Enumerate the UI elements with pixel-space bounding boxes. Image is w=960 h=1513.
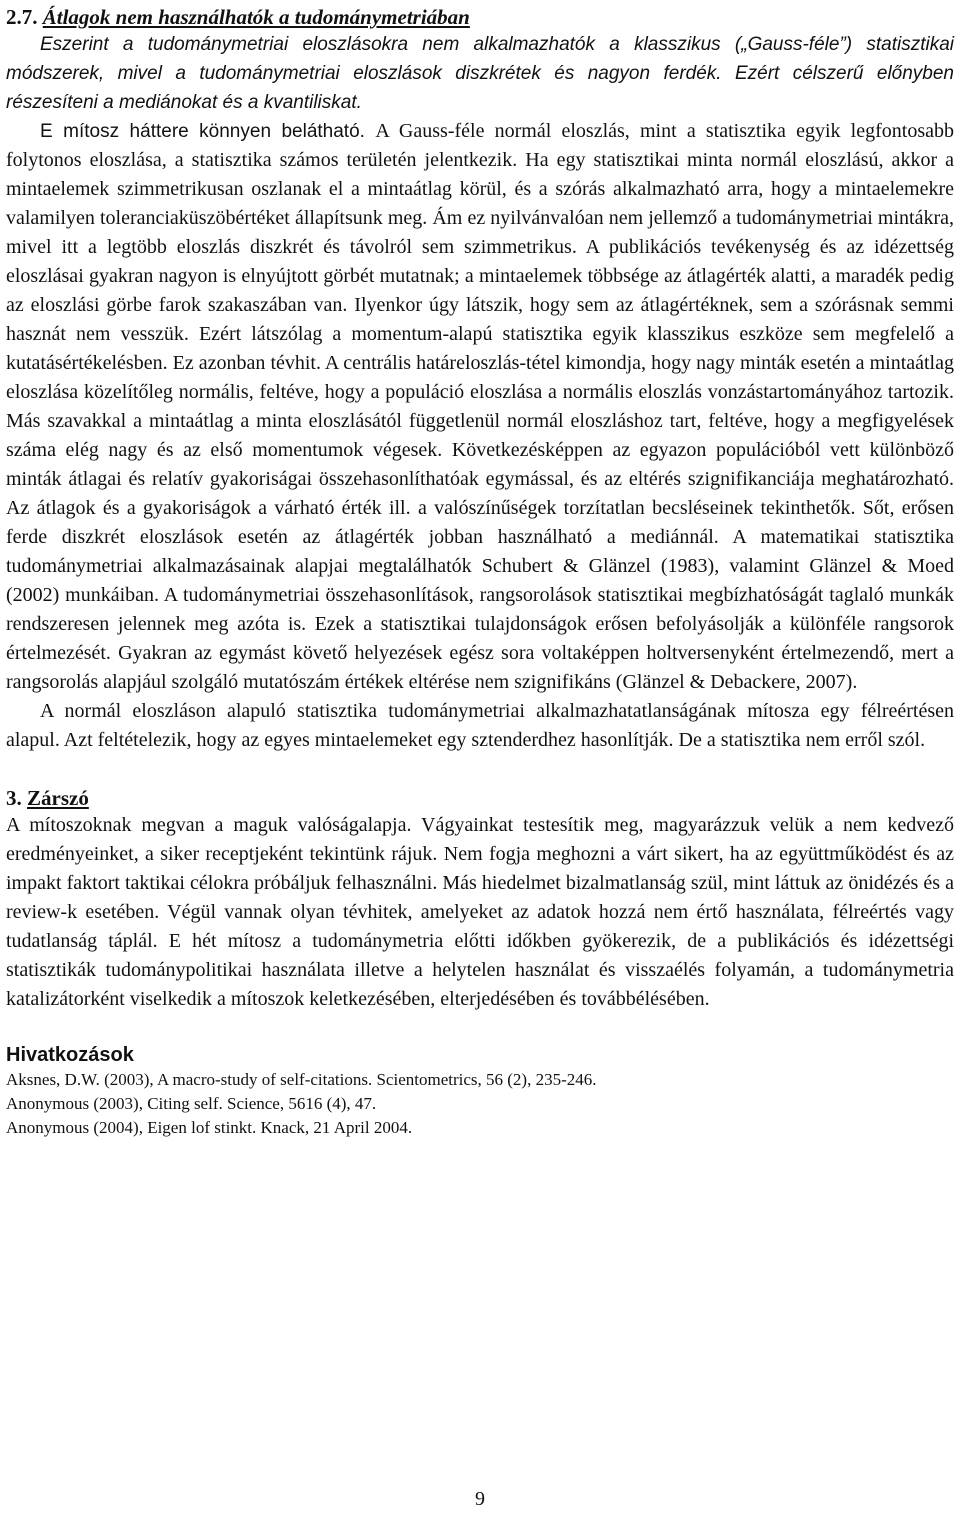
section-heading-3 [6,785,954,811]
spacer [6,1014,954,1042]
references-heading: Hivatkozások [6,1044,134,1066]
document-page [6,4,954,1140]
section-number: 2.7. [6,5,38,29]
myth-body-text: A Gauss-féle normál eloszlás, mint a statisztika egyik legfontosabb folytonos eloszlása, a statisztika számos területén jelentkezik. Ha egy statisztikai minta normál eloszlású, akkor a mintaelemek szimmetrikusan oszlanak el a mintaátlag körül, és a szórás alkalmazható arra, hogy a mintaelemekre valamilyen toleranciaküszöbértéket állapítsunk meg. Ám ez nyilvánvalóan nem jellemző a tudománymetriai mintákra, mivel itt a legtöbb eloszlás diszkrét és távolról sem szimmetrikus. A publikációs tevékenység és az idézettség eloszlásai gyakran nagyon is elnyújtott görbét mutatnak; a mintaelemek többsége az átlagérték alatti, a maradék pedig az eloszlási görbe farok szakaszában van. Ilyenkor úgy látszik, hogy sem az átlagértéknek, sem a szórásnak semmi hasznát nem vesszük. Ezért látszólag a momentum-alapú statisztika egyik klasszikus eszköze sem megfelelő a kutatásértékelésben. Ez azonban tévhit. A centrális határeloszlás-tétel kimondja, hogy nagy minták esetén a mintaátlag eloszlása közelítőleg normális, feltéve, hogy a populáció eloszlása a normális eloszlás vonzástartományához tartozik. Más szavakkal a mintaátlag a minta eloszlásától függetlenül normál eloszláshoz tart, feltéve, hogy a megfigyelések száma elég nagy és az első momentumok végesek. Következésképpen az egyazon populációból vett különböző minták átlagai és relatív gyakoriságai összehasonlíthatóak egymással, és az eltérés szignifikanciája meghatározható. Az átlagok és a gyakoriságok a várható érték ill. a valószínűségek torzítatlan becsléseinek tekinthetők. Sőt, erősen ferde diszkrét eloszlások esetén az átlagérték jobban használható a mediánnál. A matematikai statisztika tudománymetriai alkalmazásainak alapjai megtalálhatók Schubert & Glänzel (1983), valamint Glänzel & Moed (2002) munkáiban. A tudománymetriai összehasonlítások, rangsorolások statisztikai megbízhatóságát taglaló munkák rendszeresen jelennek meg azóta is. Ezek a statisztikai tulajdonságok erősen befolyásolják a különféle rangsorok értelmezését. Gyakran az egymást követő helyezések egész sora voltaképpen holtversenyként értelmezendő, mert a rangsorolás alapjául szolgáló mutatószám értékek eltérése nem szignifikáns (Glänzel & Debackere, 2007). [6,120,954,693]
closing-paragraph-2-7: A normál eloszláson alapuló statisztika tudománymetriai alkalmazhatatlanságának mítosza egy félreértésen alapul. Azt feltételezik, hogy az egyes mintaelemeket egy sztenderdhez hasonlítják. De a statisztika nem erről szól. [6,700,954,751]
page-number: 9 [475,1488,485,1510]
section-title: Átlagok nem használhatók a tudománymetriában [42,5,470,29]
spacer [6,755,954,785]
myth-lead-sentence: E mítosz háttere könnyen belátható. [40,121,365,142]
reference-item: Anonymous (2004), Eigen lof stinkt. Knack, 21 April 2004. [6,1118,413,1137]
myth-paragraph [6,117,954,697]
conclusion-paragraph: A mítoszoknak megvan a maguk valóságalapja. Vágyainkat testesítik meg, magyarázzuk velük a nem kedvező eredményeinket, a siker receptjeként tekintünk rájuk. Nem fogja meghozni a várt sikert, ha az együttműködést és az impakt faktort taktikai célokra próbáljuk felhasználni. Más hiedelmet bizalmatlanság szül, mint láttuk az önidézés és a review-k esetében. Végül vannak olyan tévhitek, amelyeket az adatok hozzá nem értő használata, félreértés vagy tudatlanság táplál. E hét mítosz a tudománymetria előtti időkben gyökerezik, de a publikációs és idézettségi statisztikák tudománypolitikai használata illetve a helytelen használat és visszaélés folyamán, a tudománymetria katalizátorként viselkedik a mítoszok keletkezésében, elterjedésében és továbbélésében. [6,814,954,1010]
section-heading-2-7 [6,4,954,30]
section-number: 3. [6,786,22,810]
section-title: Zárszó [27,786,89,810]
myth-statement: Eszerint a tudománymetriai eloszlásokra nem alkalmazhatók a klasszikus („Gauss-féle”) statisztikai módszerek, mivel a tudománymetriai eloszlások diszkrétek és nagyon ferdék. Ezért célszerű előnyben részesíteni a mediánokat és a kvantiliskat. [6,34,954,113]
reference-item: Aksnes, D.W. (2003), A macro-study of self-citations. Scientometrics, 56 (2), 235-246. [6,1070,597,1089]
reference-item: Anonymous (2003), Citing self. Science, 5616 (4), 47. [6,1094,377,1113]
